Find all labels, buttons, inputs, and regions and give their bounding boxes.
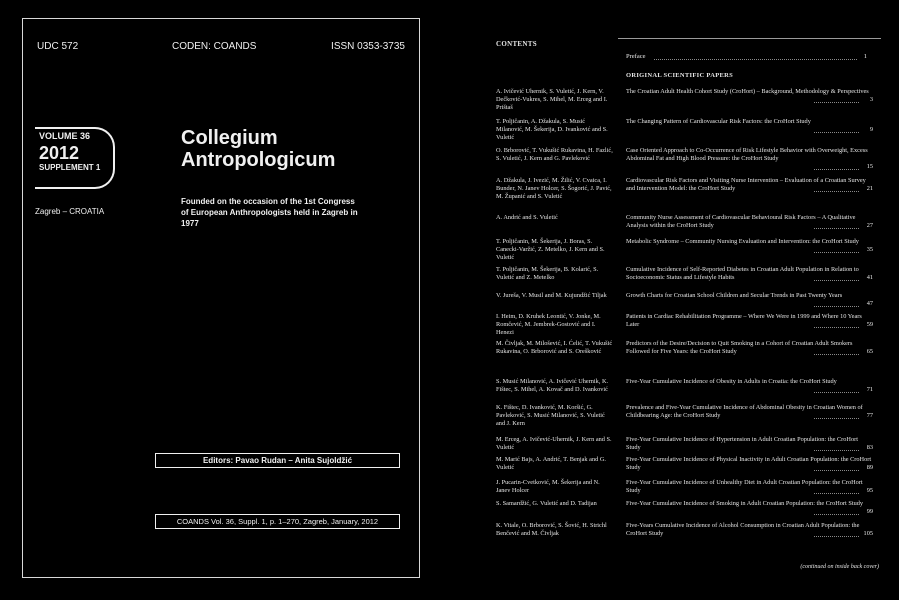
entry-title: Five-Year Cumulative Incidence of Unhealthy Diet in Adult Croatian Population: the CroHort Study xyxy=(626,479,863,494)
section-heading: ORIGINAL SCIENTIFIC PAPERS xyxy=(626,72,734,79)
entry-title: Five-Year Cumulative Incidence of Smoking in Adult Croatian Population: the CroHort Study xyxy=(626,500,864,507)
entry-title: Metabolic Syndrome – Community Nursing Evaluation and Intervention: the CroHort Study xyxy=(626,238,859,245)
journal-title-line2: Antropologicum xyxy=(181,149,336,171)
entry-title: Five-Year Cumulative Incidence of Physical Inactivity in Adult Croatian Population: the CroHort Study xyxy=(626,456,872,471)
coden-code: CODEN: COANDS xyxy=(172,41,257,52)
entry-page-number: 65 xyxy=(866,347,873,355)
entry-authors: I. Heim, D. Kruhek Leontić, V. Jonke, M. Romčević, M. Jembrek-Gostović and I. Henezi xyxy=(496,313,601,336)
entry-page-number: 27 xyxy=(866,221,873,229)
entry-authors: A. Ivičević Uhernik, S. Vuletić, J. Kern, V. Dečković-Vukres, S. Mihel, M. Erceg and I. Prištaš xyxy=(496,88,608,111)
entry-page-number: 21 xyxy=(866,184,873,192)
entry-authors: V. Jureša, V. Musil and M. Kujundžić Tiljak xyxy=(496,292,607,299)
issn-code: ISSN 0353-3735 xyxy=(331,41,405,52)
entry-title: Cumulative Incidence of Self-Reported Diabetes in Croatian Adult Population in Relation to Socioeconomic Status and Lifestyle Habits xyxy=(626,266,859,281)
entry-authors: T. Poljičanin, M. Šekerija, J. Boras, S. Canecki-Varžić, Z. Metelko, J. Kern and S. Vuletić xyxy=(496,238,605,261)
volume-year: 2012 xyxy=(39,143,80,163)
contents-page xyxy=(480,0,899,600)
volume-label: VOLUME 36 xyxy=(39,131,91,141)
entry-leader-dots xyxy=(814,469,859,471)
entry-leader-dots xyxy=(814,101,859,103)
entry-page-number: 89 xyxy=(866,463,873,471)
entry-leader-dots xyxy=(814,492,859,494)
journal-title-line1: Collegium xyxy=(181,127,278,149)
entry-authors: A. Džakula, J. Ivezić, M. Žilić, V. Cvaica, I. Bunder, N. Janev Holcer, S. Šogorić, J. Pavić, M. Županić and S. Vuletić xyxy=(496,177,612,200)
entry-page-number: 99 xyxy=(866,507,873,515)
entry-authors: S. Musić Milanović, A. Ivičević Uhernik, K. Fištec, S. Mihel, A. Kovač and D. Ivanković xyxy=(496,378,609,393)
entry-title: Five-Year Cumulative Incidence of Obesity in Adults in Croatia: the CroHort Study xyxy=(626,378,837,385)
preface-row xyxy=(626,53,867,60)
entry-leader-dots xyxy=(814,279,859,281)
entry-leader-dots xyxy=(814,251,859,253)
entry-leader-dots xyxy=(814,449,859,451)
entry-page-number: 71 xyxy=(866,385,873,393)
citation-box: COANDS Vol. 36, Suppl. 1, p. 1–270, Zagreb, January, 2012 xyxy=(155,514,400,529)
entry-leader-dots xyxy=(814,305,859,307)
entry-leader-dots xyxy=(814,168,859,170)
entry-title: The Changing Pattern of Cardiovascular Risk Factors: the CroHort Study xyxy=(626,118,811,125)
entry-authors: T. Poljičanin, M. Šekerija, B. Kolarić, S. Vuletić and Z. Metelko xyxy=(496,266,599,281)
volume-badge xyxy=(35,127,115,189)
entry-authors: M. Čivljak, M. Milošević, I. Ćelić, T. Vukušić Rukavina, O. Brborović and S. Orešković xyxy=(496,340,613,355)
entry-title: The Croatian Adult Health Cohort Study (CroHort) – Background, Methodology & Perspectives xyxy=(626,88,869,95)
entry-title: Patients in Cardiac Rehabilitation Programme – Where We Were in 1999 and Where 10 Years Later xyxy=(626,313,862,328)
udc-code: UDC 572 xyxy=(37,41,79,52)
editors-box: Editors: Pavao Rudan – Anita Sujoldžić xyxy=(155,453,400,468)
entry-page-number: 47 xyxy=(866,299,873,307)
entry-authors: J. Pucarin-Cvetković, M. Šekerija and N. Janev Holcer xyxy=(496,479,600,494)
entry-page-number: 41 xyxy=(866,273,873,281)
entry-leader-dots xyxy=(814,353,859,355)
entry-page-number: 3 xyxy=(869,95,873,103)
entry-authors: S. Samardžić, G. Vuletić and D. Tadijan xyxy=(496,500,597,507)
entry-authors: A. Andrić and S. Vuletić xyxy=(496,214,558,221)
entry-authors: K. Fištec, D. Ivanković, M. Koršić, G. Pavleković, S. Musić Milanović, S. Vuletić and J. Kern xyxy=(496,404,605,427)
entry-title: Five-Year Cumulative Incidence of Hypertension in Adult Croatian Population: the CroHort Study xyxy=(626,436,858,451)
cover-header xyxy=(37,41,405,55)
entry-page-number: 9 xyxy=(869,125,873,133)
entry-title: Growth Charts for Croatian School Children and Secular Trends in Past Twenty Years xyxy=(626,292,843,299)
entry-title: Prevalence and Five-Year Cumulative Incidence of Abdominal Obesity in Croatian Women of Childbearing Age: the CroHort Study xyxy=(626,404,863,419)
entry-leader-dots xyxy=(814,190,859,192)
entry-page-number: 77 xyxy=(866,411,873,419)
entry-authors: T. Poljičanin, A. Džakula, S. Musić Milanović, M. Šekerija, D. Ivanković and S. Vuletić xyxy=(496,118,608,141)
entry-authors: K. Vitale, O. Brborović, S. Šović, H. Strichl Benčević and M. Čivljak xyxy=(496,522,607,537)
entry-leader-dots xyxy=(814,391,859,393)
entry-title: Case Oriented Approach to Co-Occurrence of Risk Lifestyle Behavior with Overweight, Excess Abdominal Fat and High Blood Pressure: the CroHort Study xyxy=(626,147,868,162)
entry-page-number: 95 xyxy=(866,486,873,494)
entry-page-number: 59 xyxy=(866,320,873,328)
entry-authors: O. Brborović, T. Vukušić Rukavina, H. Fazlić, S. Vuletić, J. Kern and G. Pavleković xyxy=(496,147,613,162)
entry-authors: M. Erceg, A. Ivičević-Uhernik, J. Kern and S. Vuletić xyxy=(496,436,612,451)
entry-page-number: 105 xyxy=(863,529,873,537)
entry-title: Predictors of the Desire/Decision to Quit Smoking in a Cohort of Croatian Adult Smokers Followed for Five Years: the CroHort Study xyxy=(626,340,853,355)
entry-page-number: 35 xyxy=(866,245,873,253)
entry-leader-dots xyxy=(814,535,859,537)
journal-cover xyxy=(22,18,420,578)
entry-leader-dots xyxy=(814,326,859,328)
entry-page-number: 83 xyxy=(866,443,873,451)
entry-leader-dots xyxy=(814,227,859,229)
preface-label: Preface xyxy=(626,53,646,60)
entry-leader-dots xyxy=(814,417,859,419)
supplement-label: SUPPLEMENT 1 xyxy=(39,163,101,172)
entry-title: Cardiovascular Risk Factors and Visiting Nurse Intervention – Evaluation of a Croatian Survey and Intervention Model: the CroHort Study xyxy=(626,177,866,192)
entry-authors: M. Marić Bajs, A. Andrić, T. Benjak and G. Vuletić xyxy=(496,456,606,471)
continued-note: (continued on inside back cover) xyxy=(800,564,879,570)
entry-leader-dots xyxy=(814,131,859,133)
entry-title: Five-Years Cumulative Incidence of Alcohol Consumption in Croatian Adult Population: the CroHort Study xyxy=(626,522,860,537)
founding-note: Founded on the occasion of the 1st Congress of European Anthropologists held in Zagreb in 1977 xyxy=(181,197,358,228)
entry-page-number: 15 xyxy=(866,162,873,170)
publication-place: Zagreb – CROATIA xyxy=(35,207,105,216)
entry-leader-dots xyxy=(814,513,859,515)
journal-title xyxy=(181,127,335,171)
header-rule xyxy=(618,38,881,39)
preface-dots xyxy=(654,58,857,60)
contents-heading: CONTENTS xyxy=(496,40,537,48)
entry-title: Community Nurse Assessment of Cardiovascular Behavioural Risk Factors – A Qualitative Analysis within the CroHort Study xyxy=(626,214,856,229)
preface-page: 1 xyxy=(863,53,867,60)
